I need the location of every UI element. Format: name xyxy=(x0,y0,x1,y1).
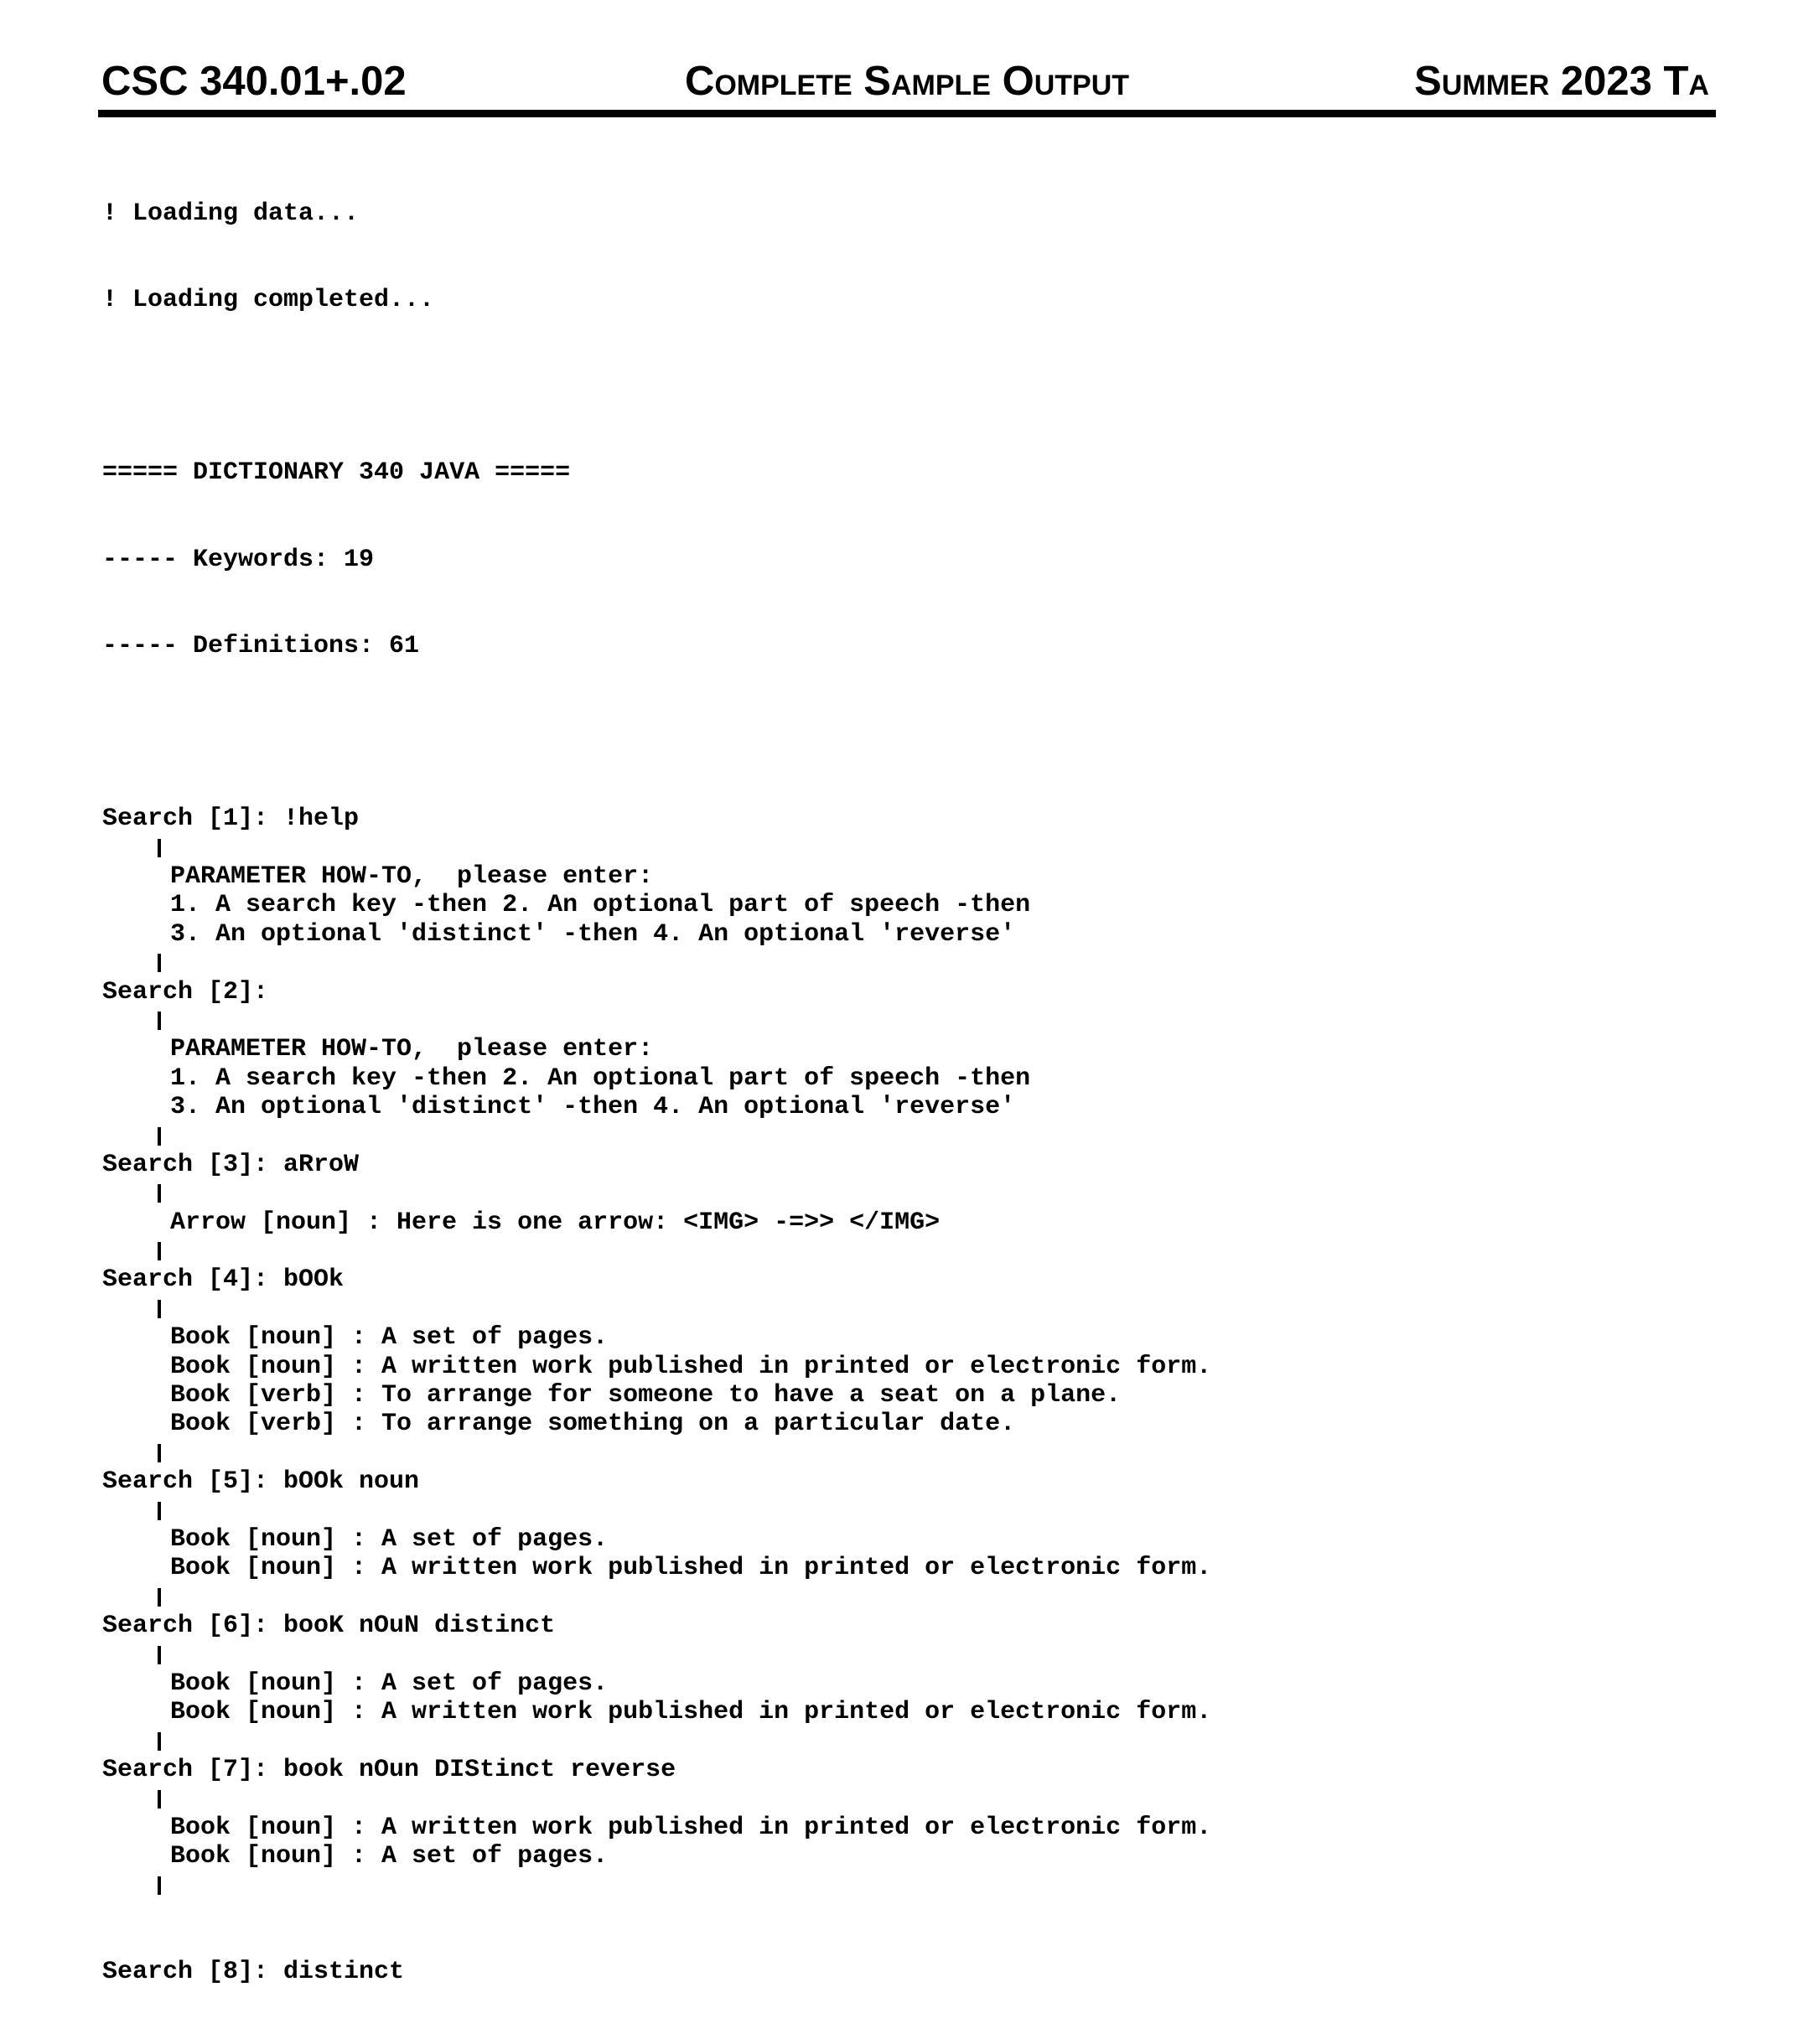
document-title: Complete Sample Output xyxy=(684,59,1130,104)
vertical-bar-icon xyxy=(158,1876,161,1895)
console-output xyxy=(102,142,1712,2044)
separator-bar xyxy=(102,1122,1712,1151)
search-result-line: Book [verb] : To arrange something on a particular date. xyxy=(170,1410,1016,1439)
vertical-bar-icon xyxy=(158,1790,161,1809)
separator-bar xyxy=(102,1497,1712,1525)
search-block xyxy=(102,1612,1712,1756)
vertical-bar-icon xyxy=(158,839,161,857)
search-prompt: Search [4]: bOOk xyxy=(102,1265,345,1295)
search-block xyxy=(102,1756,1712,1900)
search-block xyxy=(102,978,1712,1151)
search-prompt: Search [3]: aRroW xyxy=(102,1150,360,1179)
separator-bar xyxy=(102,1439,1712,1467)
dictionary-banner: ===== DICTIONARY 340 JAVA ===== xyxy=(102,458,571,488)
term-label: Summer 2023 Ta xyxy=(1414,59,1709,104)
search-prompt: Search [8]: distinct xyxy=(102,1957,405,1986)
vertical-bar-icon xyxy=(158,1300,161,1318)
search-prompt: Search [5]: bOOk noun xyxy=(102,1467,420,1497)
vertical-bar-icon xyxy=(158,1184,161,1203)
search-result-line: 1. A search key -then 2. An optional part of speech -then xyxy=(170,891,1031,920)
vertical-bar-icon xyxy=(158,1732,161,1751)
separator-bar xyxy=(102,1641,1712,1669)
separator-bar xyxy=(102,1785,1712,1814)
vertical-bar-icon xyxy=(158,1502,161,1520)
keywords-count: ----- Keywords: 19 xyxy=(102,545,375,574)
search-result-line: Book [noun] : A set of pages. xyxy=(170,1323,609,1353)
search-prompt: Search [7]: book nOun DIStinct reverse xyxy=(102,1756,676,1785)
search-prompt: Search [2]: xyxy=(102,977,269,1006)
search-result-line: Book [noun] : A set of pages. xyxy=(170,1525,609,1554)
search-prompt: Search [1]: !help xyxy=(102,805,360,834)
separator-bar xyxy=(102,1006,1712,1035)
search-prompt: Search [6]: booK nOuN distinct xyxy=(102,1612,556,1641)
separator-bar xyxy=(102,1179,1712,1208)
search-result-line: Book [noun] : A written work published in printed or electronic form. xyxy=(170,1352,1212,1381)
search-blocks xyxy=(102,805,1712,1900)
separator-bar xyxy=(102,1583,1712,1612)
search-result-line: Book [noun] : A written work published in printed or electronic form. xyxy=(170,1698,1212,1727)
header-rule xyxy=(98,110,1716,117)
separator-bar xyxy=(102,949,1712,977)
console-line: ! Loading completed... xyxy=(102,286,435,315)
search-result-line: PARAMETER HOW-TO, please enter: xyxy=(170,1035,654,1064)
search-result-line: Book [noun] : A set of pages. xyxy=(170,1842,609,1871)
definitions-count: ----- Definitions: 61 xyxy=(102,631,420,660)
page-header xyxy=(98,50,1716,113)
search-block xyxy=(102,1151,1712,1266)
separator-bar xyxy=(102,834,1712,862)
search-result-line: 1. A search key -then 2. An optional part of speech -then xyxy=(170,1063,1031,1093)
search-result-line: Book [noun] : A set of pages. xyxy=(170,1669,609,1698)
separator-bar xyxy=(102,1727,1712,1756)
separator-bar xyxy=(102,1237,1712,1265)
search-result-line: Arrow [noun] : Here is one arrow: <IMG> -=>> </IMG> xyxy=(170,1208,941,1237)
vertical-bar-icon xyxy=(158,1012,161,1030)
vertical-bar-icon xyxy=(158,1444,161,1462)
search-block xyxy=(102,1265,1712,1467)
search-block xyxy=(102,805,1712,977)
search-result-line: Book [noun] : A written work published in printed or electronic form. xyxy=(170,1554,1212,1583)
course-code: CSC 340.01+.02 xyxy=(101,59,407,104)
vertical-bar-icon xyxy=(158,1127,161,1146)
search-result-line: Book [noun] : A written work published in printed or electronic form. xyxy=(170,1813,1212,1842)
search-block xyxy=(102,1467,1712,1612)
vertical-bar-icon xyxy=(158,1588,161,1607)
console-line: ! Loading data... xyxy=(102,199,360,228)
vertical-bar-icon xyxy=(158,1646,161,1664)
search-result-line: PARAMETER HOW-TO, please enter: xyxy=(170,862,654,892)
search-result-line: 3. An optional 'distinct' -then 4. An optional 'reverse' xyxy=(170,1093,1016,1122)
separator-bar xyxy=(102,1295,1712,1323)
search-result-line: Book [verb] : To arrange for someone to have a seat on a plane. xyxy=(170,1381,1122,1410)
vertical-bar-icon xyxy=(158,1242,161,1260)
search-result-line: 3. An optional 'distinct' -then 4. An optional 'reverse' xyxy=(170,919,1016,949)
separator-bar xyxy=(102,1871,1712,1900)
blank-line xyxy=(102,718,1712,747)
vertical-bar-icon xyxy=(158,954,161,972)
blank-line xyxy=(102,372,1712,401)
